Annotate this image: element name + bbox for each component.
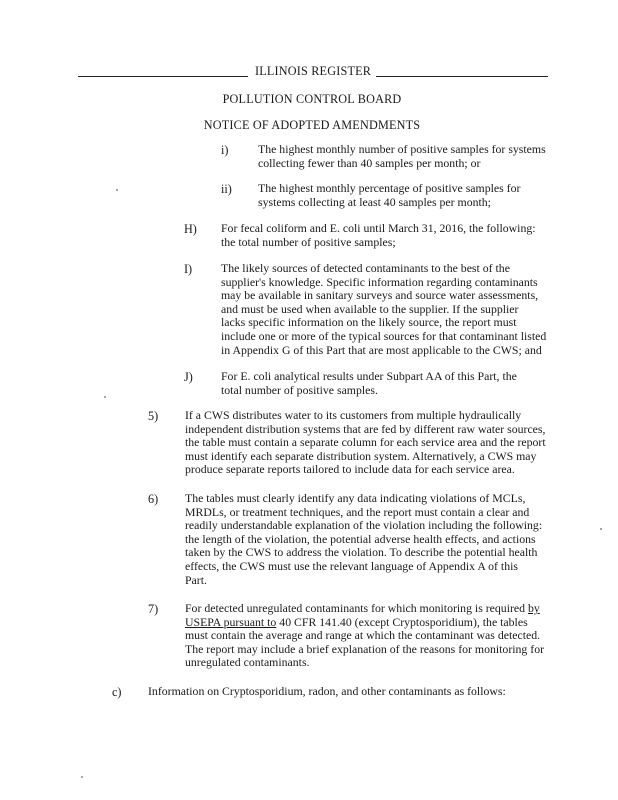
text-line: readily understandable explanation of the violation including the following: <box>185 518 543 533</box>
subsection-c-text: Information on Cryptosporidium, radon, and other contaminants as follows: <box>148 684 506 698</box>
text-line: must identify each separate distribution system. Alternatively, a CWS may <box>185 448 537 463</box>
text-line <box>185 616 544 630</box>
board-title: POLLUTION CONTROL BOARD <box>222 92 402 106</box>
text-line: The highest monthly percentage of positive samples for <box>258 181 521 195</box>
paragraph-5-text <box>185 409 546 477</box>
text-line: taken by the CWS to address the violation. To describe the potential health <box>185 545 538 560</box>
text-line: in Appendix G of this Part that are most applicable to the CWS; and <box>221 342 542 357</box>
item-J-text <box>221 370 517 397</box>
text-line: lacks specific information on the likely source, the report must <box>221 315 517 330</box>
scan-speck <box>81 776 83 778</box>
text-line: unregulated contaminants. <box>185 655 310 670</box>
register-title: ILLINOIS REGISTER <box>254 64 372 78</box>
text-line: If a CWS distributes water to its customers from multiple hydraulically <box>185 408 522 422</box>
text-line: For E. coli analytical results under Subpart AA of this Part, the <box>221 369 517 383</box>
text-line: and must be used when available to the supplier. If the supplier <box>221 301 519 316</box>
item-I-text <box>221 262 546 357</box>
paragraph-5-label: 5) <box>148 409 159 423</box>
text-line: For fecal coliform and E. coli until March 31, 2016, the following: <box>221 221 536 235</box>
paragraph-7-text <box>185 602 544 670</box>
text-line: may be available in sanitary surveys and source water assessments, <box>221 288 539 303</box>
text-line: systems collecting at least 40 samples per month; <box>258 194 491 209</box>
item-i-label: i) <box>221 143 229 157</box>
text-line: MRDLs, or treatment techniques, and the report must contain a clear and <box>185 504 530 519</box>
scan-speck <box>104 396 106 398</box>
item-I-label: I) <box>184 262 193 276</box>
text-line: The highest monthly number of positive samples for systems <box>258 142 546 156</box>
text-line: must contain the average and range at which the contaminant was detected. <box>185 628 541 643</box>
text-line: collecting fewer than 40 samples per month; or <box>258 155 481 170</box>
item-ii-text <box>258 182 520 209</box>
text-line: The likely sources of detected contaminants to the best of the <box>221 261 510 275</box>
text-line: the table must contain a separate column for each service area and the report <box>185 435 546 450</box>
subsection-c-label: c) <box>112 685 122 699</box>
text-line: the total number of positive samples; <box>221 234 396 249</box>
text-line: independent distribution systems that are fed by different raw water sources, <box>185 421 546 436</box>
text-fragment: For detected unregulated contaminants for which monitoring is required <box>185 601 528 615</box>
inserted-text: by <box>528 601 540 615</box>
paragraph-7-label: 7) <box>148 602 159 616</box>
text-line: effects, the CWS must use the relevant language of Appendix A of this <box>185 558 518 573</box>
scan-speck <box>600 528 602 530</box>
scan-speck <box>116 189 118 191</box>
text-line: total number of positive samples. <box>221 382 378 397</box>
text-line: include one or more of the typical sources for that contaminant listed <box>221 328 547 343</box>
item-J-label: J) <box>184 370 193 384</box>
text-line: produce separate reports tailored to include data for each service area. <box>185 462 515 477</box>
text-fragment: 40 CFR 141.40 (except Cryptosporidium), the tables <box>276 614 528 629</box>
paragraph-6-label: 6) <box>148 492 159 506</box>
text-line <box>185 602 544 616</box>
notice-title: NOTICE OF ADOPTED AMENDMENTS <box>203 118 421 132</box>
text-line: the length of the violation, the potential adverse health effects, and actions <box>185 531 536 546</box>
text-line: supplier's knowledge. Specific information regarding contaminants <box>221 274 538 289</box>
item-i-text <box>258 143 546 170</box>
item-ii-label: ii) <box>221 182 232 196</box>
item-H-text <box>221 222 536 249</box>
text-line: Part. <box>185 572 207 587</box>
paragraph-6-text <box>185 492 542 587</box>
inserted-text: USEPA pursuant to <box>185 614 277 629</box>
text-line: The report may include a brief explanation of the reasons for monitoring for <box>185 641 545 656</box>
item-H-label: H) <box>184 222 197 236</box>
text-line: The tables must clearly identify any data indicating violations of MCLs, <box>185 491 526 505</box>
